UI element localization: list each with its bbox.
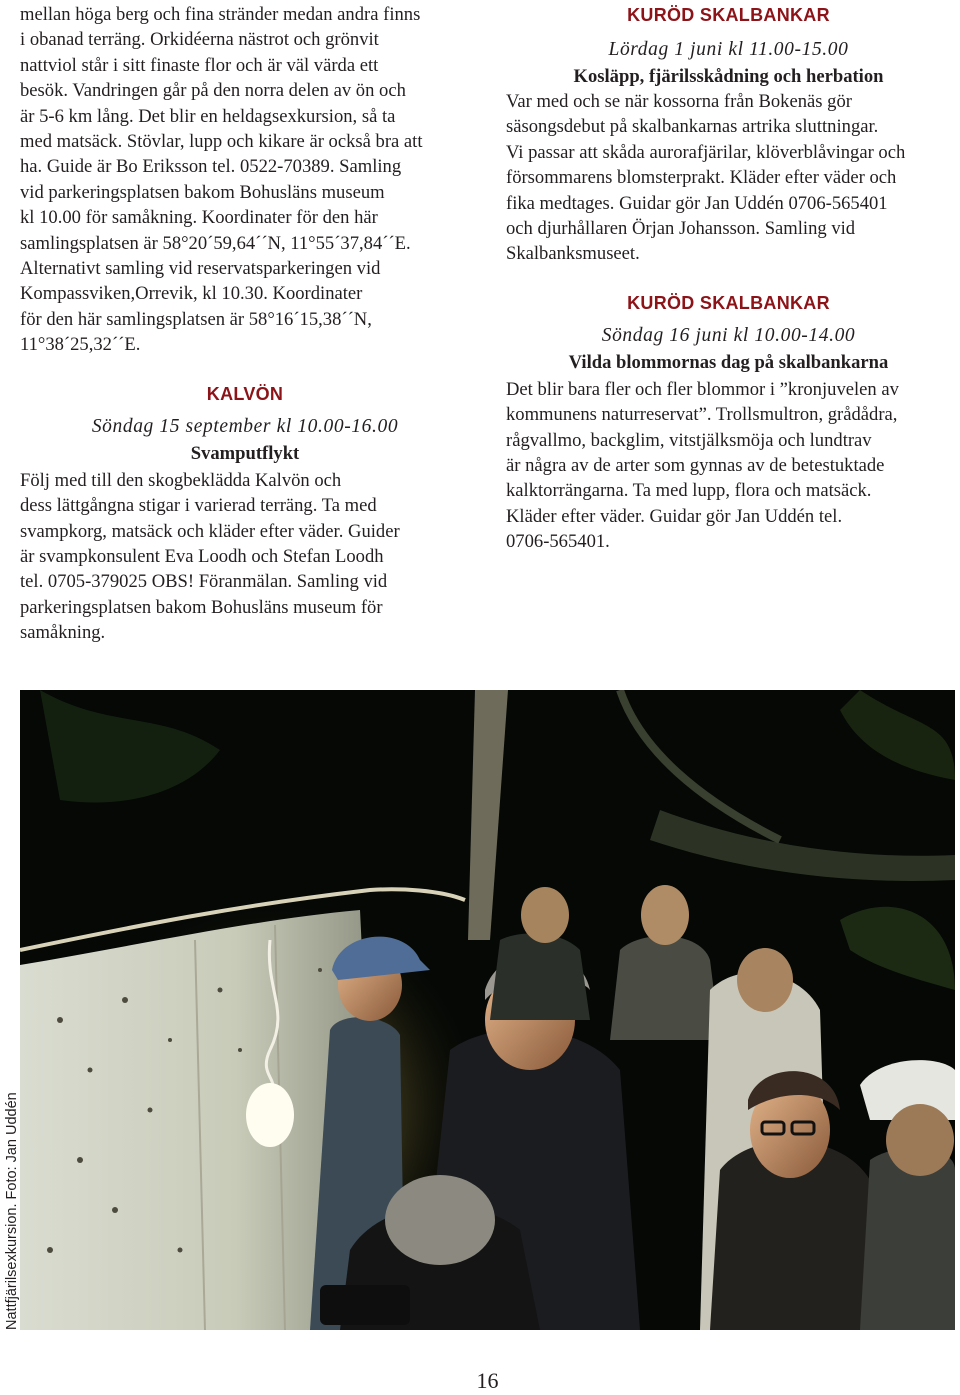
text-line: försommarens blomsterprakt. Kläder efter väder och xyxy=(506,167,897,189)
text-line: svampkorg, matsäck och kläder efter väder. Guider xyxy=(20,520,400,542)
text-line: är 5-6 km lång. Det blir en heldagsexkursion, så ta xyxy=(20,105,396,127)
text-line: mellan höga berg och fina stränder medan andra finns xyxy=(20,4,421,25)
text-line: samåkning. xyxy=(20,622,106,644)
text-line: kl 10.00 för samåkning. Koordinater för den här xyxy=(20,207,378,229)
text-line: Vi passar att skåda aurorafjärilar, klöverblåvingar och xyxy=(506,141,906,163)
light-bulb xyxy=(246,1083,294,1147)
text-line: Skalbanksmuseet. xyxy=(506,243,640,265)
event-heading: KURÖD SKALBANKAR xyxy=(627,292,830,313)
event-subtitle: Kosläpp, fjärilsskådning och herbation xyxy=(573,66,884,87)
text-line: för den här samlingsplatsen är 58°16´15,38´´N, xyxy=(20,308,372,330)
text-line: kommunens naturreservat”. Trollsmultron, grådådra, xyxy=(506,404,898,426)
person-white-hat xyxy=(860,1060,955,1330)
event-heading: KALVÖN xyxy=(206,383,284,404)
event-body xyxy=(506,377,951,555)
text-line: 11°38´25,32´´E. xyxy=(20,334,141,356)
text-line: rågvallmo, backglim, vitstjälksmöja och lundtrav xyxy=(506,429,872,451)
text-line: Följ med till den skogbeklädda Kalvön och xyxy=(20,469,342,491)
event-body xyxy=(20,468,470,646)
text-line: och djurhållaren Örjan Johansson. Samling vid xyxy=(506,218,856,240)
text-line: dess lättgångna stigar i varierad terräng. Ta med xyxy=(20,495,377,517)
text-line: med matsäck. Stövlar, lupp och kikare är också bra att xyxy=(20,131,423,153)
event-kurod-june-16 xyxy=(506,291,951,555)
right-column xyxy=(506,0,951,555)
text-line: Var med och se när kossorna från Bokenäs gör xyxy=(506,91,852,112)
event-subtitle: Vilda blommornas dag på skalbankarna xyxy=(568,351,889,373)
photo-credit: Nattfjärilsexkursion. Foto: Jan Uddén xyxy=(4,1092,20,1330)
text-line: säsongsdebut på skalbankarnas artrika sluttningar. xyxy=(506,116,879,138)
text-line: tel. 0705-379025 OBS! Föranmälan. Samling vid xyxy=(20,571,388,593)
text-line: nattviol står i sitt finaste flor och är väl värda ett xyxy=(20,54,379,76)
event-date: Söndag 16 juni kl 10.00-14.00 xyxy=(601,324,856,346)
intro-paragraph xyxy=(20,0,470,358)
text-line: Kläder efter väder. Guidar gör Jan Uddén tel. xyxy=(506,505,843,527)
text-line: fika medtages. Guidar gör Jan Uddén 0706-565401 xyxy=(506,192,888,214)
text-line: samlingsplatsen är 58°20´59,64´´N, 11°55´37,84´´E. xyxy=(20,232,411,254)
event-kalvon xyxy=(20,382,470,646)
text-line: 0706-565401. xyxy=(506,531,610,553)
event-date: Söndag 15 september kl 10.00-16.00 xyxy=(91,415,399,437)
text-line: parkeringsplatsen bakom Bohusläns museum för xyxy=(20,596,383,618)
page-number: 16 xyxy=(476,1368,499,1393)
photo-illustration xyxy=(20,690,955,1330)
text-line: ha. Guide är Bo Eriksson tel. 0522-70389. Samling xyxy=(20,156,402,178)
text-line: Alternativt samling vid reservatsparkeringen vid xyxy=(20,258,381,280)
text-line: Kompassviken,Orrevik, kl 10.30. Koordinater xyxy=(20,283,363,305)
left-column xyxy=(20,0,470,646)
event-subtitle: Svamputflykt xyxy=(190,442,300,464)
text-line: vid parkeringsplatsen bakom Bohusläns museum xyxy=(20,181,385,203)
text-line: Det blir bara fler och fler blommor i ”kronjuvelen av xyxy=(506,378,899,400)
text-line: i obanad terräng. Orkidéerna nästrot och grönvit xyxy=(20,29,379,51)
event-kurod-june-1 xyxy=(506,0,951,267)
text-line: besök. Vandringen går på den norra delen av ön och xyxy=(20,80,406,102)
text-line: kalktorrängarna. Ta med lupp, flora och matsäck. xyxy=(506,480,872,502)
text-line: är svampkonsulent Eva Loodh och Stefan Loodh xyxy=(20,545,384,567)
event-heading: KURÖD SKALBANKAR xyxy=(627,5,830,25)
event-date: Lördag 1 juni kl 11.00-15.00 xyxy=(608,39,849,60)
text-line: är några av de arter som gynnas av de betestuktade xyxy=(506,455,885,477)
event-body xyxy=(506,89,951,267)
moth-excursion-photo xyxy=(20,690,955,1330)
